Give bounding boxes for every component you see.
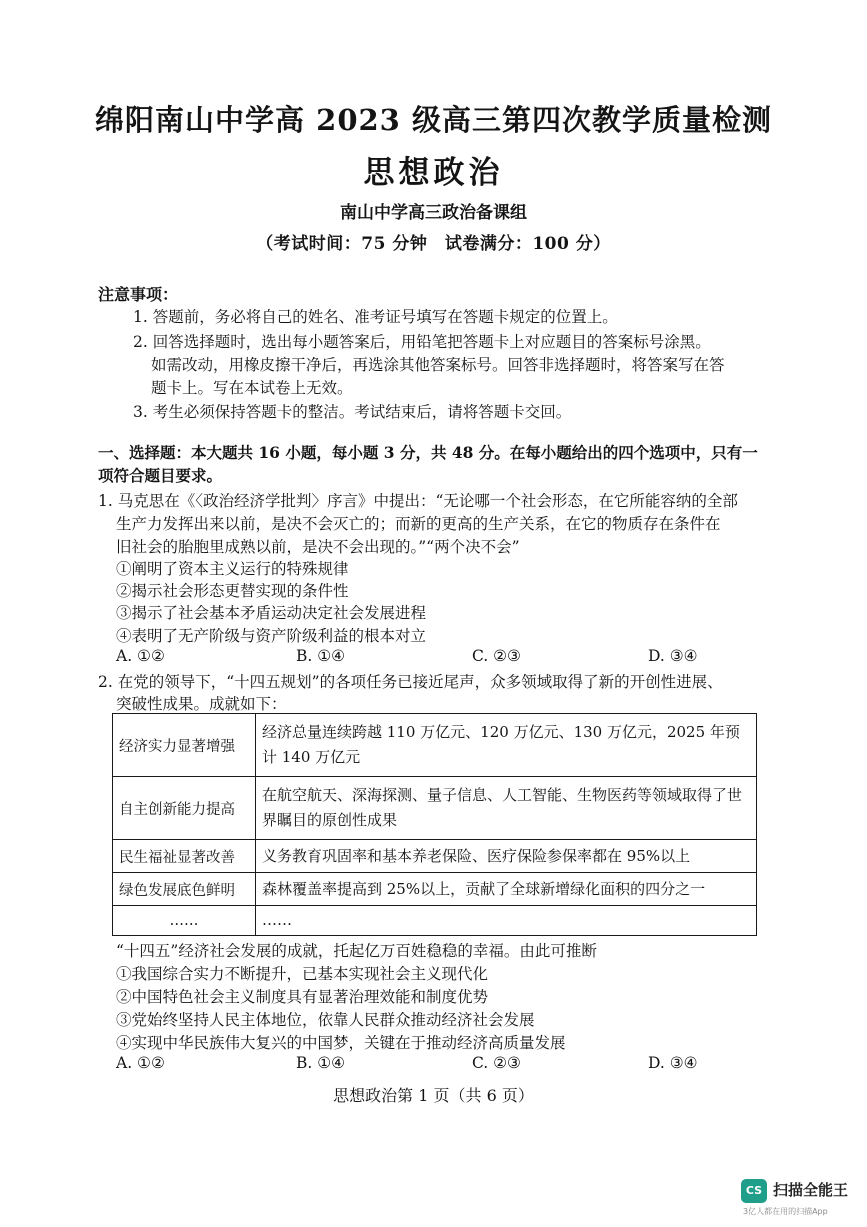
notes-heading: 注意事项： [98,285,179,304]
question-2-statement: ①我国综合实力不断提升，已基本实现社会主义现代化 [116,965,489,983]
question-2-statement: ④实现中华民族伟大复兴的中国梦，关键在于推动经济高质量发展 [116,1034,566,1052]
note-item: 如需改动，用橡皮擦干净后，再选涂其他答案标号。回答非选择题时，将答案写在答 [151,356,725,374]
note-item: 题卡上。写在本试卷上无效。 [151,379,353,397]
option-c: C. ②③ [472,647,521,665]
table-key: 经济实力显著增强 [113,714,256,777]
note-item: 2. 回答选择题时，选出每小题答案后，用铅笔把答题卡上对应题目的答案标号涂黑。 [133,333,711,351]
question-1-statement: ③揭示了社会基本矛盾运动决定社会发展进程 [116,604,427,622]
question-1-stem: 1. 马克思在《〈政治经济学批判〉序言》中提出：“无论哪一个社会形态，在它所能容纳的全部 [98,492,738,510]
note-item: 3. 考生必须保持答题卡的整洁。考试结束后，请将答题卡交回。 [133,403,572,421]
question-1-stem: 生产力发挥出来以前，是决不会灭亡的；而新的更高的生产关系，在它的物质存在条件在 [116,515,721,533]
question-1-statement: ②揭示社会形态更替实现的条件性 [116,582,349,600]
option-a: A. ①② [116,647,165,665]
scanner-tagline: 3亿人都在用的扫描App [743,1207,828,1216]
question-1-statement: ④表明了无产阶级与资产阶级利益的根本对立 [116,627,427,645]
scanner-watermark [741,1176,861,1222]
page-footer: 思想政治第 1 页（共 6 页） [333,1086,534,1105]
table-row [113,906,757,936]
question-2-statement: ②中国特色社会主义制度具有显著治理效能和制度优势 [116,988,489,1006]
question-2-stem: 2. 在党的领导下，“十四五规划”的各项任务已接近尾声，众多领域取得了新的开创性进展、 [98,673,723,691]
achievements-table [112,713,757,936]
table-key: 绿色发展底色鲜明 [113,873,256,906]
question-1-stem: 旧社会的胎胞里成熟以前，是决不会出现的。”“两个决不会” [116,538,520,556]
table-value: …… [256,906,757,936]
question-2-statement: ③党始终坚持人民主体地位，依靠人民群众推动经济社会发展 [116,1011,535,1029]
author-group: 南山中学高三政治备课组 [340,203,527,223]
table-value: 经济总量连续跨越 110 万亿元、120 万亿元、130 万亿元，2025 年预计 140 万亿元 [256,714,757,777]
table-row [113,777,757,840]
note-item: 1. 答题前，务必将自己的姓名、准考证号填写在答题卡规定的位置上。 [133,308,618,326]
table-value: 森林覆盖率提高到 25%以上，贡献了全球新增绿化面积的四分之一 [256,873,757,906]
table-key: …… [113,906,256,936]
option-c: C. ②③ [472,1054,521,1072]
scanner-app-name: 扫描全能王 [773,1181,849,1199]
exam-info: （考试时间：75 分钟 试卷满分：100 分） [256,234,611,254]
table-value: 义务教育巩固率和基本养老保险、医疗保险参保率都在 95%以上 [256,840,757,873]
table-value: 在航空航天、深海探测、量子信息、人工智能、生物医药等领域取得了世界瞩目的原创性成果 [256,777,757,840]
exam-title: 绵阳南山中学高 2023 级高三第四次教学质量检测 [95,103,772,137]
option-d: D. ③④ [648,1054,698,1072]
subject-title: 思想政治 [363,155,504,191]
option-d: D. ③④ [648,647,698,665]
section-heading: 一、选择题：本大题共 16 小题，每小题 3 分，共 48 分。在每小题给出的四个选项中，只有一 [98,443,758,462]
option-b: B. ①④ [296,1054,346,1072]
table-row [113,840,757,873]
question-1-statement: ①阐明了资本主义运行的特殊规律 [116,560,349,578]
table-key: 民生福祉显著改善 [113,840,256,873]
question-2-stem: 突破性成果。成就如下： [116,695,287,713]
camscanner-logo-icon: CS [741,1179,767,1203]
table-key: 自主创新能力提高 [113,777,256,840]
table-row [113,873,757,906]
table-row [113,714,757,777]
option-b: B. ①④ [296,647,346,665]
option-a: A. ①② [116,1054,165,1072]
question-2-prompt: “十四五”经济社会发展的成就，托起亿万百姓稳稳的幸福。由此可推断 [116,942,597,960]
section-heading-cont: 项符合题目要求。 [98,466,223,485]
